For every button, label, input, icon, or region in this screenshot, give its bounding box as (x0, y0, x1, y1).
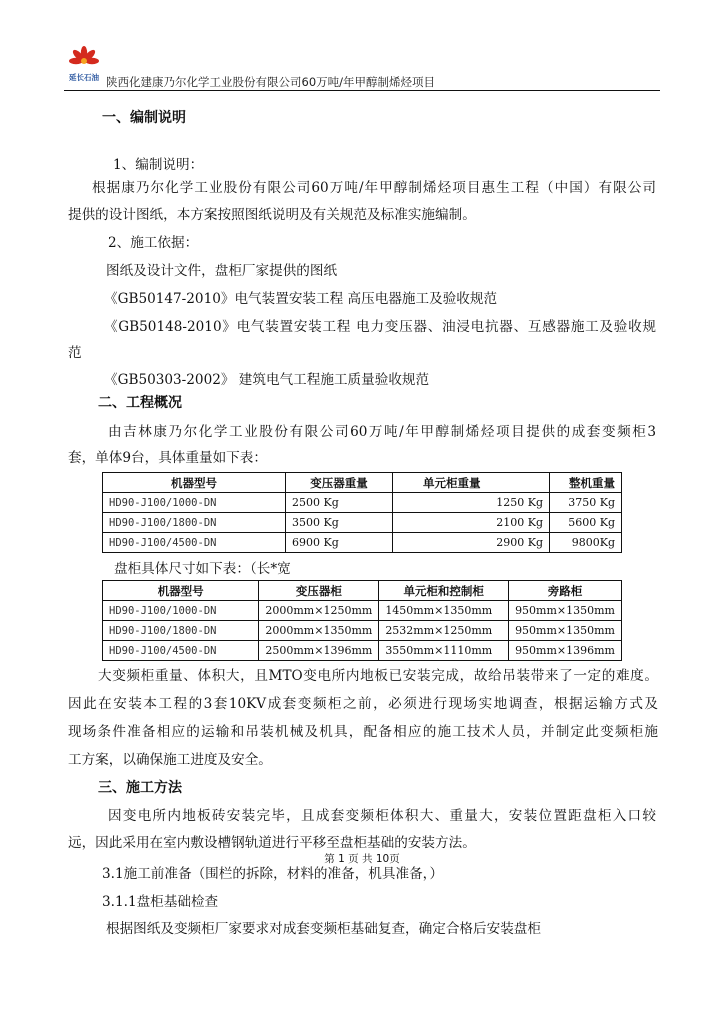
table-cell: HD90-J100/1000-DN (103, 493, 286, 513)
table-cell: 2500 Kg (286, 493, 393, 513)
table-cell: 5600 Kg (550, 513, 622, 533)
table-row (103, 493, 622, 513)
subsection-3-1-1-text: 根据图纸及变频柜厂家要求对成套变频柜基础复查，确定合格后安装盘柜 (106, 921, 541, 937)
table-cell: 1250 Kg (393, 493, 550, 513)
header-divider (64, 90, 660, 91)
section3-title: 三、施工方法 (98, 780, 182, 796)
subsection-3-1: 3.1施工前准备（围栏的拆除，材料的准备，机具准备，） (102, 866, 444, 882)
basis-item-4: 《GB50303-2002》 建筑电气工程施工质量验收规范 (104, 372, 430, 388)
section2-title: 二、工程概况 (98, 395, 182, 411)
size-table-header (103, 581, 622, 601)
table-cell: 2000mm×1250mm (259, 601, 379, 621)
table-cell: 2000mm×1350mm (259, 621, 379, 641)
size-table (102, 580, 622, 661)
table-cell: 3750 Kg (550, 493, 622, 513)
table-cell: 950mm×1350mm (509, 601, 622, 621)
section1-item2-label: 2、施工依据： (108, 235, 199, 251)
table-row (103, 641, 622, 661)
table-cell: HD90-J100/1000-DN (103, 601, 259, 621)
size-table-caption: 盘柜具体尺寸如下表：（长*宽 (114, 561, 291, 577)
company-logo (66, 44, 102, 86)
section2-para-line3: 现场条件准备相应的运输和吊装机械及机具，配备相应的施工技术人员，并制定此变频柜施 (68, 724, 658, 740)
weight-table-header (103, 473, 622, 493)
table-row (103, 513, 622, 533)
section3-para-line1: 因变电所内地板砖安装完毕，且成套变频柜体积大、重量大，安装位置距盘柜入口较 (108, 808, 656, 824)
section1-item1-line2: 提供的设计图纸，本方案按照图纸说明及有关规范及标准实施编制。 (68, 207, 476, 223)
table-cell: HD90-J100/1800-DN (103, 513, 286, 533)
basis-item-2: 《GB50147-2010》电气装置安装工程 高压电器施工及验收规范 (104, 291, 498, 307)
section3-para-line2: 远，因此采用在室内敷设槽钢轨道进行平移至盘柜基础的安装方法。 (68, 835, 476, 851)
table-cell: 3500 Kg (286, 513, 393, 533)
section1-title: 一、编制说明 (102, 110, 186, 126)
size-col-bypass: 旁路柜 (509, 581, 622, 601)
section1-item1-label: 1、编制说明： (113, 157, 204, 173)
section2-intro-line1: 由吉林康乃尔化学工业股份有限公司60万吨/年甲醇制烯烃项目提供的成套变频柜3 (108, 424, 656, 440)
table-cell: HD90-J100/1800-DN (103, 621, 259, 641)
subsection-3-1-1: 3.1.1盘柜基础检查 (102, 894, 219, 910)
table-cell: 3550mm×1110mm (379, 641, 509, 661)
weight-table (102, 472, 622, 553)
page-footer: 第 1 页 共 10页 (324, 853, 400, 865)
table-cell: 9800Kg (550, 533, 622, 553)
weight-col-total: 整机重量 (550, 473, 622, 493)
table-cell: 950mm×1350mm (509, 621, 622, 641)
header-project-name: 陕西化建康乃尔化学工业股份有限公司60万吨/年甲醇制烯烃项目 (106, 75, 436, 89)
weight-col-unit: 单元柜重量 (393, 473, 550, 493)
weight-col-model: 机器型号 (103, 473, 286, 493)
weight-col-transformer: 变压器重量 (286, 473, 393, 493)
size-col-transformer: 变压器柜 (259, 581, 379, 601)
size-col-unit: 单元柜和控制柜 (379, 581, 509, 601)
section2-para-line4: 工方案，以确保施工进度及安全。 (68, 752, 272, 768)
table-cell: 2500mm×1396mm (259, 641, 379, 661)
section2-intro-line2: 套，单体9台，具体重量如下表： (68, 450, 267, 466)
table-row (103, 601, 622, 621)
section2-para-line2: 因此在安装本工程的3套10KV成套变频柜之前，必须进行现场实地调查，根据运输方式及 (68, 696, 658, 712)
table-cell: 950mm×1396mm (509, 641, 622, 661)
size-col-model: 机器型号 (103, 581, 259, 601)
table-cell: 6900 Kg (286, 533, 393, 553)
table-cell: 2900 Kg (393, 533, 550, 553)
basis-item-3-line2: 范 (68, 345, 82, 361)
basis-item-3-line1: 《GB50148-2010》电气装置安装工程 电力变压器、油浸电抗器、互感器施工及验收规 (104, 319, 656, 335)
basis-item-1: 图纸及设计文件，盘柜厂家提供的图纸 (106, 263, 338, 279)
table-cell: 2100 Kg (393, 513, 550, 533)
section2-para-line1: 大变频柜重量、体积大，且MTO变电所内地板已安装完成，故给吊装带来了一定的难度。 (98, 668, 658, 684)
table-cell: 1450mm×1350mm (379, 601, 509, 621)
table-row (103, 533, 622, 553)
table-cell: 2532mm×1250mm (379, 621, 509, 641)
table-row (103, 621, 622, 641)
section1-item1-line1: 根据康乃尔化学工业股份有限公司60万吨/年甲醇制烯烃项目惠生工程（中国）有限公司 (92, 180, 656, 196)
table-cell: HD90-J100/4500-DN (103, 533, 286, 553)
table-cell: HD90-J100/4500-DN (103, 641, 259, 661)
logo-text: 延长石油 (69, 73, 99, 82)
